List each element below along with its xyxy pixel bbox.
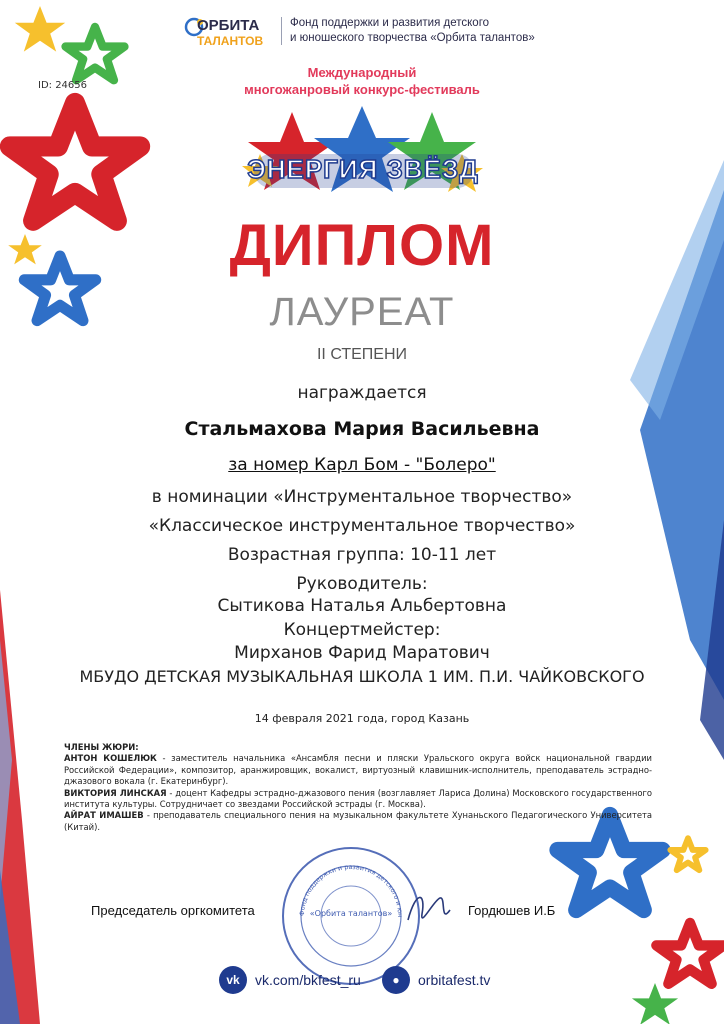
jury-member-desc: - заместитель начальника «Ансамбля песни и пляски Уральского округа войск национальной гвардии Российской Федерации», композитор, аранжировщик, вокалист, виртуозный клавишник-исполнитель, преподаватель эстрадно-джазового вокала (г. Екатеринбург). xyxy=(64,753,652,787)
laureate-status: ЛАУРЕАТ xyxy=(269,290,455,334)
jury-member xyxy=(64,788,652,811)
yellow-star-icon xyxy=(15,6,65,52)
jury-member xyxy=(64,810,652,833)
stamp-center-text: «Орбита талантов» xyxy=(309,909,393,918)
vk-icon: vk xyxy=(219,966,247,994)
age-group: Возрастная группа: 10-11 лет xyxy=(227,545,497,565)
fund-name xyxy=(290,16,535,46)
chair-label: Председатель оргкомитета xyxy=(91,903,255,918)
logo-word-talents: ТАЛАНТОВ xyxy=(197,34,264,48)
bottom-yellow-star-icon xyxy=(670,838,705,870)
certificate-id: ID: 24656 xyxy=(38,80,88,91)
jury-member-name: АЙРАТ ИМАШЕВ xyxy=(64,810,144,821)
date-place: 14 февраля 2021 года, город Казань xyxy=(254,712,470,725)
school-name: МБУДО ДЕТСКАЯ МУЗЫКАЛЬНАЯ ШКОЛА 1 ИМ. П.И. ЧАЙКОВСКОГО xyxy=(79,667,645,686)
festival-line-1: Международный xyxy=(307,65,417,80)
nomination: в номинации «Инструментальное творчество» xyxy=(151,487,573,507)
web-link[interactable]: orbitafest.tv xyxy=(418,972,491,988)
fund-line-1: Фонд поддержки и развития детского xyxy=(290,17,490,29)
bottom-red-star-icon xyxy=(656,923,723,984)
jury-section xyxy=(64,742,652,833)
laureate-degree: II СТЕПЕНИ xyxy=(316,346,408,363)
sub-nomination: «Классическое инструментальное творчество» xyxy=(148,516,576,536)
fund-line-2: и юношеского творчества «Орбита талантов» xyxy=(290,32,535,44)
jury-member-desc: - доцент Кафедры эстрадно-джазового пения (возглавляет Лариса Долина) Московского государственного института культуры. Сотрудничает со звездами Российской эстрады (г. Москва). xyxy=(64,787,652,810)
orbita-logo xyxy=(183,14,283,48)
piece-line xyxy=(0,455,724,475)
jury-member-name: АНТОН КОШЕЛЮК xyxy=(64,753,157,764)
festival-logo-text: ЭНЕРГИЯ ЗВЁЗД xyxy=(247,154,479,184)
awarded-label: награждается xyxy=(297,383,427,403)
leader-name: Сытикова Наталья Альбертовна xyxy=(217,596,507,616)
jury-member xyxy=(64,753,652,787)
leader-label: Руководитель: xyxy=(296,574,428,594)
energy-of-stars-logo xyxy=(232,104,494,204)
vk-link[interactable]: vk.com/bkfest_ru xyxy=(255,972,361,988)
logo-word-orbita: ОРБИТА xyxy=(197,17,260,34)
diploma-title: ДИПЛОМ xyxy=(229,213,495,278)
festival-title xyxy=(0,64,724,98)
performance-piece: за номер Карл Бом - "Болеро" xyxy=(228,455,496,475)
signature-scribble xyxy=(400,880,460,940)
accompanist-label: Концертмейстер: xyxy=(283,620,441,640)
jury-heading: ЧЛЕНЫ ЖЮРИ: xyxy=(64,742,139,752)
festival-line-2: многожанровый конкурс-фестиваль xyxy=(244,82,480,97)
recipient-name: Стальмахова Мария Васильевна xyxy=(184,418,540,440)
header-divider xyxy=(281,17,282,45)
accompanist-name: Мирханов Фарид Маратович xyxy=(234,643,490,663)
chair-name: Гордюшев И.Б xyxy=(468,903,556,918)
stamp-arc-text: Фонд поддержки и развития детского и юн xyxy=(297,862,405,918)
svg-text:Фонд поддержки и развития детс xyxy=(280,845,404,917)
bottom-green-star-icon xyxy=(632,983,678,1024)
jury-member-name: ВИКТОРИЯ ЛИНСКАЯ xyxy=(64,787,167,798)
jury-member-desc: - преподаватель специального пения на музыкальном факультете Хунаньского Педагогического Университета (Китай). xyxy=(64,810,653,832)
red-star-icon xyxy=(10,103,140,221)
web-icon: ● xyxy=(382,966,410,994)
